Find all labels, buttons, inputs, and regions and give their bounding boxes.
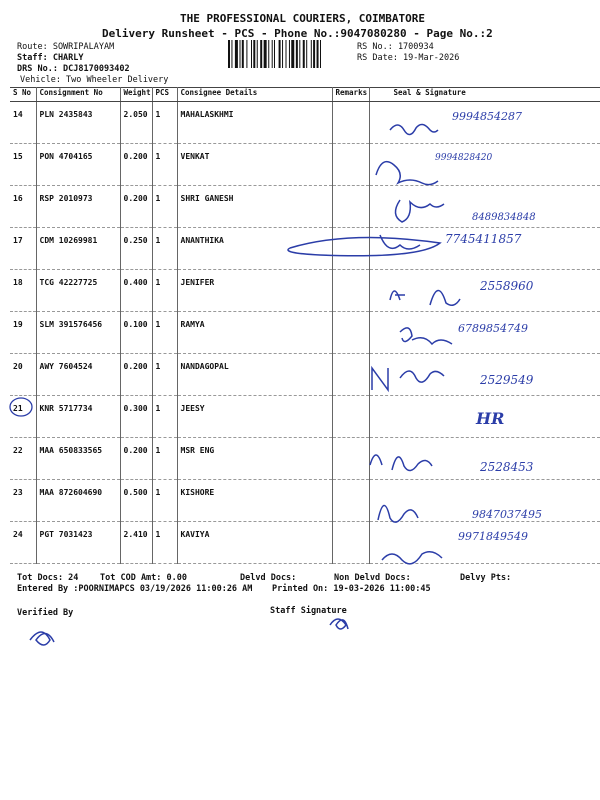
- barcode-bar: [317, 40, 319, 68]
- delivered-docs: Delvd Docs:: [240, 573, 297, 583]
- weight-value: 0.200: [120, 354, 152, 396]
- barcode-bar: [274, 40, 275, 68]
- consignment-number: KNR 5717734: [36, 396, 120, 438]
- staff-signature-mark: [330, 619, 348, 629]
- consignee-name: JEESY: [177, 396, 332, 438]
- staff-signature-label: Staff Signature: [270, 606, 347, 616]
- table-row: [10, 102, 600, 144]
- remarks-cell: [332, 354, 369, 396]
- pieces-count: 1: [152, 102, 177, 144]
- consignment-number: RSP 2010973: [36, 186, 120, 228]
- signature-cell: [369, 354, 600, 396]
- handwriting-r17: 7745411857: [445, 232, 522, 246]
- barcode-bar: [282, 40, 283, 68]
- table-row: [10, 480, 600, 522]
- column-header: Consignee Details: [177, 88, 332, 102]
- barcode-bar: [231, 40, 232, 68]
- weight-value: 0.100: [120, 312, 152, 354]
- column-header: S No: [10, 88, 36, 102]
- handwriting-r19: 6789854749: [458, 322, 528, 335]
- barcode-bar: [268, 40, 269, 68]
- handwriting-r16: 8489834848: [472, 212, 536, 223]
- table-row: [10, 270, 600, 312]
- weight-value: 0.200: [120, 144, 152, 186]
- barcode-bar: [313, 40, 315, 68]
- staff-label: Staff: CHARLY: [17, 53, 84, 63]
- barcode-bar: [260, 40, 262, 68]
- signature-cell: [369, 144, 600, 186]
- total-docs: Tot Docs: 24: [17, 573, 79, 583]
- barcode-bar: [264, 40, 267, 68]
- handwriting-r15: 9994828420: [435, 153, 493, 163]
- remarks-cell: [332, 186, 369, 228]
- pieces-count: 1: [152, 312, 177, 354]
- consignment-number: MAA 650833565: [36, 438, 120, 480]
- runsheet-subtitle: Delivery Runsheet - PCS - Phone No.:9047080280 - Page No.:2: [102, 27, 493, 40]
- verified-by-label: Verified By: [17, 608, 74, 618]
- barcode-bar: [303, 40, 305, 68]
- consignment-number: MAA 872604690: [36, 480, 120, 522]
- runsheet-header: [0, 0, 600, 100]
- remarks-cell: [332, 102, 369, 144]
- barcode-bar: [286, 40, 287, 68]
- column-header: Seal & Signature: [369, 88, 600, 102]
- consignee-name: JENIFER: [177, 270, 332, 312]
- table-row: [10, 228, 600, 270]
- table-body: [10, 102, 600, 564]
- weight-value: 0.200: [120, 438, 152, 480]
- weight-value: 2.410: [120, 522, 152, 564]
- runsheet-table: [10, 87, 600, 564]
- barcode-bar: [296, 40, 298, 68]
- barcode-bar: [257, 40, 258, 68]
- entered-by: Entered By :POORNIMAPCS 03/19/2026 11:00:26 AM: [17, 584, 253, 594]
- weight-value: 0.500: [120, 480, 152, 522]
- remarks-cell: [332, 144, 369, 186]
- handwriting-r20: 2529549: [480, 373, 534, 387]
- signature-cell: [369, 270, 600, 312]
- handwriting-r18: 2558960: [480, 279, 534, 293]
- serial-number: 16: [10, 186, 36, 228]
- handwriting-r24: 9971849549: [458, 530, 528, 543]
- remarks-cell: [332, 480, 369, 522]
- barcode-bar: [272, 40, 273, 68]
- remarks-cell: [332, 522, 369, 564]
- serial-number: 15: [10, 144, 36, 186]
- pieces-count: 1: [152, 228, 177, 270]
- verifier-signature: [30, 632, 54, 645]
- table-row: [10, 144, 600, 186]
- signature-cell: [369, 522, 600, 564]
- remarks-cell: [332, 228, 369, 270]
- signature-cell: [369, 438, 600, 480]
- barcode-bar: [253, 40, 255, 68]
- route-label: Route: SOWRIPALAYAM: [17, 42, 115, 52]
- weight-value: 0.200: [120, 186, 152, 228]
- consignee-name: MAHALASKHMI: [177, 102, 332, 144]
- barcode-image: [228, 40, 352, 68]
- consignment-number: PON 4704165: [36, 144, 120, 186]
- consignment-number: PGT 7031423: [36, 522, 120, 564]
- signature-cell: [369, 396, 600, 438]
- barcode-bar: [279, 40, 281, 68]
- pieces-count: 1: [152, 396, 177, 438]
- remarks-cell: [332, 312, 369, 354]
- column-header: Weight: [120, 88, 152, 102]
- signature-cell: [369, 228, 600, 270]
- barcode-bar: [242, 40, 244, 68]
- column-header: Remarks: [332, 88, 369, 102]
- weight-value: 2.050: [120, 102, 152, 144]
- signature-cell: [369, 102, 600, 144]
- barcode-bar: [311, 40, 312, 68]
- consignment-number: PLN 2435843: [36, 102, 120, 144]
- vehicle-label: Vehicle: Two Wheeler Delivery: [20, 75, 169, 85]
- column-header: PCS: [152, 88, 177, 102]
- serial-number: 21: [10, 396, 36, 438]
- table-row: [10, 396, 600, 438]
- remarks-cell: [332, 438, 369, 480]
- total-cod-amount: Tot COD Amt: 0.00: [100, 573, 187, 583]
- barcode-bar: [246, 40, 247, 68]
- company-name: THE PROFESSIONAL COURIERS, COIMBATORE: [180, 12, 426, 25]
- serial-number: 20: [10, 354, 36, 396]
- barcode-bar: [240, 40, 241, 68]
- barcode-bar: [291, 40, 294, 68]
- rs-number: RS No.: 1700934: [357, 42, 434, 52]
- handwriting-r23: 9847037495: [472, 508, 542, 521]
- serial-number: 22: [10, 438, 36, 480]
- serial-number: 23: [10, 480, 36, 522]
- pieces-count: 1: [152, 144, 177, 186]
- barcode-bar: [228, 40, 230, 68]
- table-row: [10, 522, 600, 564]
- pieces-count: 1: [152, 438, 177, 480]
- signature-cell: [369, 480, 600, 522]
- rs-date: RS Date: 19-Mar-2026: [357, 53, 460, 63]
- consignee-name: RAMYA: [177, 312, 332, 354]
- delivery-points: Delvy Pts:: [460, 573, 512, 583]
- column-header: Consignment No: [36, 88, 120, 102]
- consignee-name: KAVIYA: [177, 522, 332, 564]
- remarks-cell: [332, 270, 369, 312]
- table-header-row: [10, 88, 600, 102]
- consignment-number: AWY 7604524: [36, 354, 120, 396]
- table-row: [10, 354, 600, 396]
- consignee-name: VENKAT: [177, 144, 332, 186]
- pieces-count: 1: [152, 480, 177, 522]
- handwriting-r22: 2528453: [480, 460, 534, 474]
- barcode-bar: [289, 40, 290, 68]
- pieces-count: 1: [152, 270, 177, 312]
- barcode-bar: [251, 40, 252, 68]
- barcode-bar: [320, 40, 321, 68]
- consignee-name: NANDAGOPAL: [177, 354, 332, 396]
- printed-on: Printed On: 19-03-2026 11:00:45: [272, 584, 431, 594]
- remarks-cell: [332, 396, 369, 438]
- serial-number: 24: [10, 522, 36, 564]
- signature-cell: [369, 312, 600, 354]
- serial-number: 14: [10, 102, 36, 144]
- consignee-name: MSR ENG: [177, 438, 332, 480]
- pieces-count: 1: [152, 186, 177, 228]
- weight-value: 0.300: [120, 396, 152, 438]
- table-row: [10, 186, 600, 228]
- serial-number: 18: [10, 270, 36, 312]
- weight-value: 0.400: [120, 270, 152, 312]
- barcode-bar: [306, 40, 307, 68]
- table-row: [10, 438, 600, 480]
- consignment-number: SLM 391576456: [36, 312, 120, 354]
- pieces-count: 1: [152, 522, 177, 564]
- consignment-number: TCG 42227725: [36, 270, 120, 312]
- consignee-name: ANANTHIKA: [177, 228, 332, 270]
- drs-number: DRS No.: DCJ8170093402: [17, 64, 130, 74]
- serial-number: 19: [10, 312, 36, 354]
- signature-cell: [369, 186, 600, 228]
- consignee-name: KISHORE: [177, 480, 332, 522]
- table-row: [10, 312, 600, 354]
- barcode-bar: [299, 40, 300, 68]
- handwriting-r21: HR: [476, 409, 505, 428]
- consignment-number: CDM 10269981: [36, 228, 120, 270]
- pieces-count: 1: [152, 354, 177, 396]
- non-delivered-docs: Non Delvd Docs:: [334, 573, 411, 583]
- weight-value: 0.250: [120, 228, 152, 270]
- handwriting-r14: 9994854287: [452, 110, 522, 123]
- serial-number: 17: [10, 228, 36, 270]
- consignee-name: SHRI GANESH: [177, 186, 332, 228]
- barcode-bar: [235, 40, 238, 68]
